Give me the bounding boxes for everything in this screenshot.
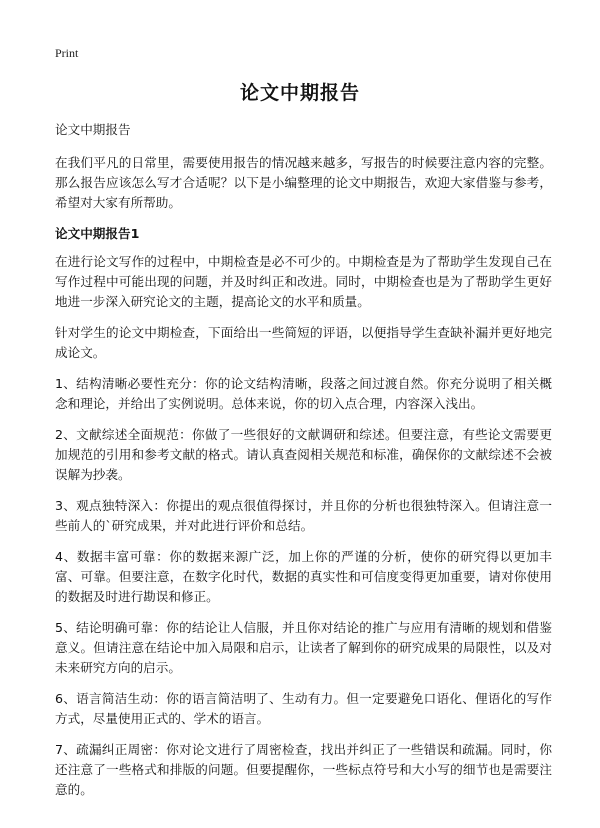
comment-item: 5、结论明确可靠：你的结论让人信服，并且你对结论的推广与应用有清晰的规划和借鉴意义。但请注意在结论中加入局限和启示，让读者了解到你的研究成果的局限性，以及对未来研究方向的启示。 xyxy=(55,620,552,675)
intro-paragraph: 在我们平凡的日常里，需要使用报告的情况越来越多，写报告的时候要注意内容的完整。那么报告应该怎么写才合适呢？以下是小编整理的论文中期报告，欢迎大家借鉴与参考，希望对大家有所帮助。 xyxy=(55,155,552,210)
comment-item: 4、数据丰富可靠：你的数据来源广泛，加上你的严谨的分析，使你的研究得以更加丰富、可靠。但要注意，在数字化时代，数据的真实性和可信度变得更加重要，请对你使用的数据及时进行勘误和修正。 xyxy=(55,549,552,604)
page-title: 论文中期报告 xyxy=(239,82,360,104)
comment-item: 6、语言简洁生动：你的语言简洁明了、生动有力。但一定要避免口语化、俚语化的写作方式，尽量使用正式的、学术的语言。 xyxy=(55,691,552,726)
comment-item: 1、结构清晰必要性充分：你的论文结构清晰，段落之间过渡自然。你充分说明了相关概念和理论，并给出了实例说明。总体来说，你的切入点合理，内容深入浅出。 xyxy=(55,376,552,411)
body-paragraph: 在进行论文写作的过程中，中期检查是必不可少的。中期检查是为了帮助学生发现自己在写作过程中可能出现的问题，并及时纠正和改进。同时，中期检查也是为了帮助学生更好地进一步深入研究论文的主题，提高论文的水平和质量。 xyxy=(55,254,552,309)
section-heading: 论文中期报告1 xyxy=(55,226,140,241)
comment-item: 2、文献综述全面规范：你做了一些很好的文献调研和综述。但要注意，有些论文需要更加规范的引用和参考文献的格式。请认真查阅相关规范和标准，确保你的文献综述不会被误解为抄袭。 xyxy=(55,427,552,482)
document-subtitle: 论文中期报告 xyxy=(55,122,131,137)
comment-item: 7、疏漏纠正周密：你对论文进行了周密检查，找出并纠正了一些错误和疏漏。同时，你还注意了一些格式和排版的问题。但要提醒你，一些标点符号和大小写的细节也是需要注意的。 xyxy=(55,742,552,797)
document-body xyxy=(55,120,552,811)
body-paragraph: 针对学生的论文中期检查，下面给出一些简短的评语，以便指导学生查缺补漏并更好地完成论文。 xyxy=(55,325,552,360)
print-label: Print xyxy=(55,46,79,60)
comment-item: 3、观点独特深入：你提出的观点很值得探讨，并且你的分析也很独特深入。但请注意一些前人的`研究成果，并对此进行评价和总结。 xyxy=(55,498,552,533)
